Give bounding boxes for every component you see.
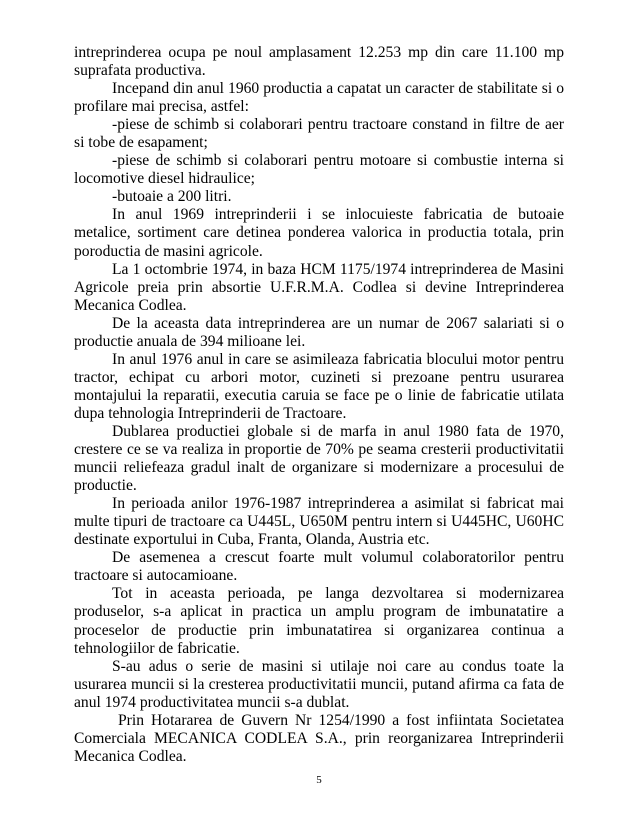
paragraph: Tot in aceasta perioada, pe langa dezvoltarea si modernizarea produselor, s-a aplicat in practica un amplu program de imbunatatire a proceselor de productie prin imbunatatirea si organizarea continua a tehnologiilor de fabricatie.	[74, 585, 564, 657]
list-item: -piese de schimb si colaborari pentru tractoare constand in filtre de aer si tobe de esapament;	[74, 116, 564, 152]
page-number: 5	[316, 774, 322, 786]
paragraph: Incepand din anul 1960 productia a capatat un caracter de stabilitate si o profilare mai precisa, astfel:	[74, 80, 564, 116]
paragraph: In perioada anilor 1976-1987 intreprinderea a asimilat si fabricat mai multe tipuri de tractoare ca U445L, U650M pentru intern si U445HC, U60HC destinate exportului in Cuba, Franta, Olanda, Austria etc.	[74, 495, 564, 549]
paragraph: In anul 1976 anul in care se asimileaza fabricatia blocului motor pentru tractor, echipat cu arbori motor, cuzineti si prezoane pentru usurarea montajului la reparatii, executia caruia se face pe o linie de fabricatie utilata dupa tehnologia Intreprinderii de Tractoare.	[74, 350, 564, 422]
paragraph: Dublarea productiei globale si de marfa in anul 1980 fata de 1970, crestere ce se va realiza in proportie de 70% pe seama cresterii productivitatii muncii reliefeaza gradul inalt de organizare si modernizare a procesului de productie.	[74, 422, 564, 495]
body-text	[74, 44, 564, 766]
paragraph: In anul 1969 intreprinderii i se inlocuieste fabricatia de butoaie metalice, sortiment care detinea ponderea valorica in productia totala, prin poroductia de masini agricole.	[74, 206, 564, 260]
paragraph: La 1 octombrie 1974, in baza HCM 1175/1974 intreprinderea de Masini Agricole preia prin absortie U.F.R.M.A. Codlea si devine Intreprinderea Mecanica Codlea.	[74, 260, 564, 314]
paragraph: De asemenea a crescut foarte mult volumul colaboratorilor pentru tractoare si autocamioane.	[74, 549, 564, 585]
paragraph: Prin Hotararea de Guvern Nr 1254/1990 a fost infiintata Societatea Comerciala MECANICA CODLEA S.A., prin reorganizarea Intreprinderii Mecanica Codlea.	[74, 711, 564, 765]
paragraph: S-au adus o serie de masini si utilaje noi care au condus toate la usurarea muncii si la cresterea productivitatii muncii, putand afirma ca fata de anul 1974 productivitatea muncii s-a dublat.	[74, 657, 564, 711]
list-item: -piese de schimb si colaborari pentru motoare si combustie interna si locomotive diesel hidraulice;	[74, 152, 564, 188]
paragraph: De la aceasta data intreprinderea are un numar de 2067 salariati si o productie anuala de 394 milioane lei.	[74, 314, 564, 350]
paragraph: intreprinderea ocupa pe noul amplasament 12.253 mp din care 11.100 mp suprafata productiva.	[74, 44, 564, 80]
list-item: -butoaie a 200 litri.	[112, 188, 232, 206]
